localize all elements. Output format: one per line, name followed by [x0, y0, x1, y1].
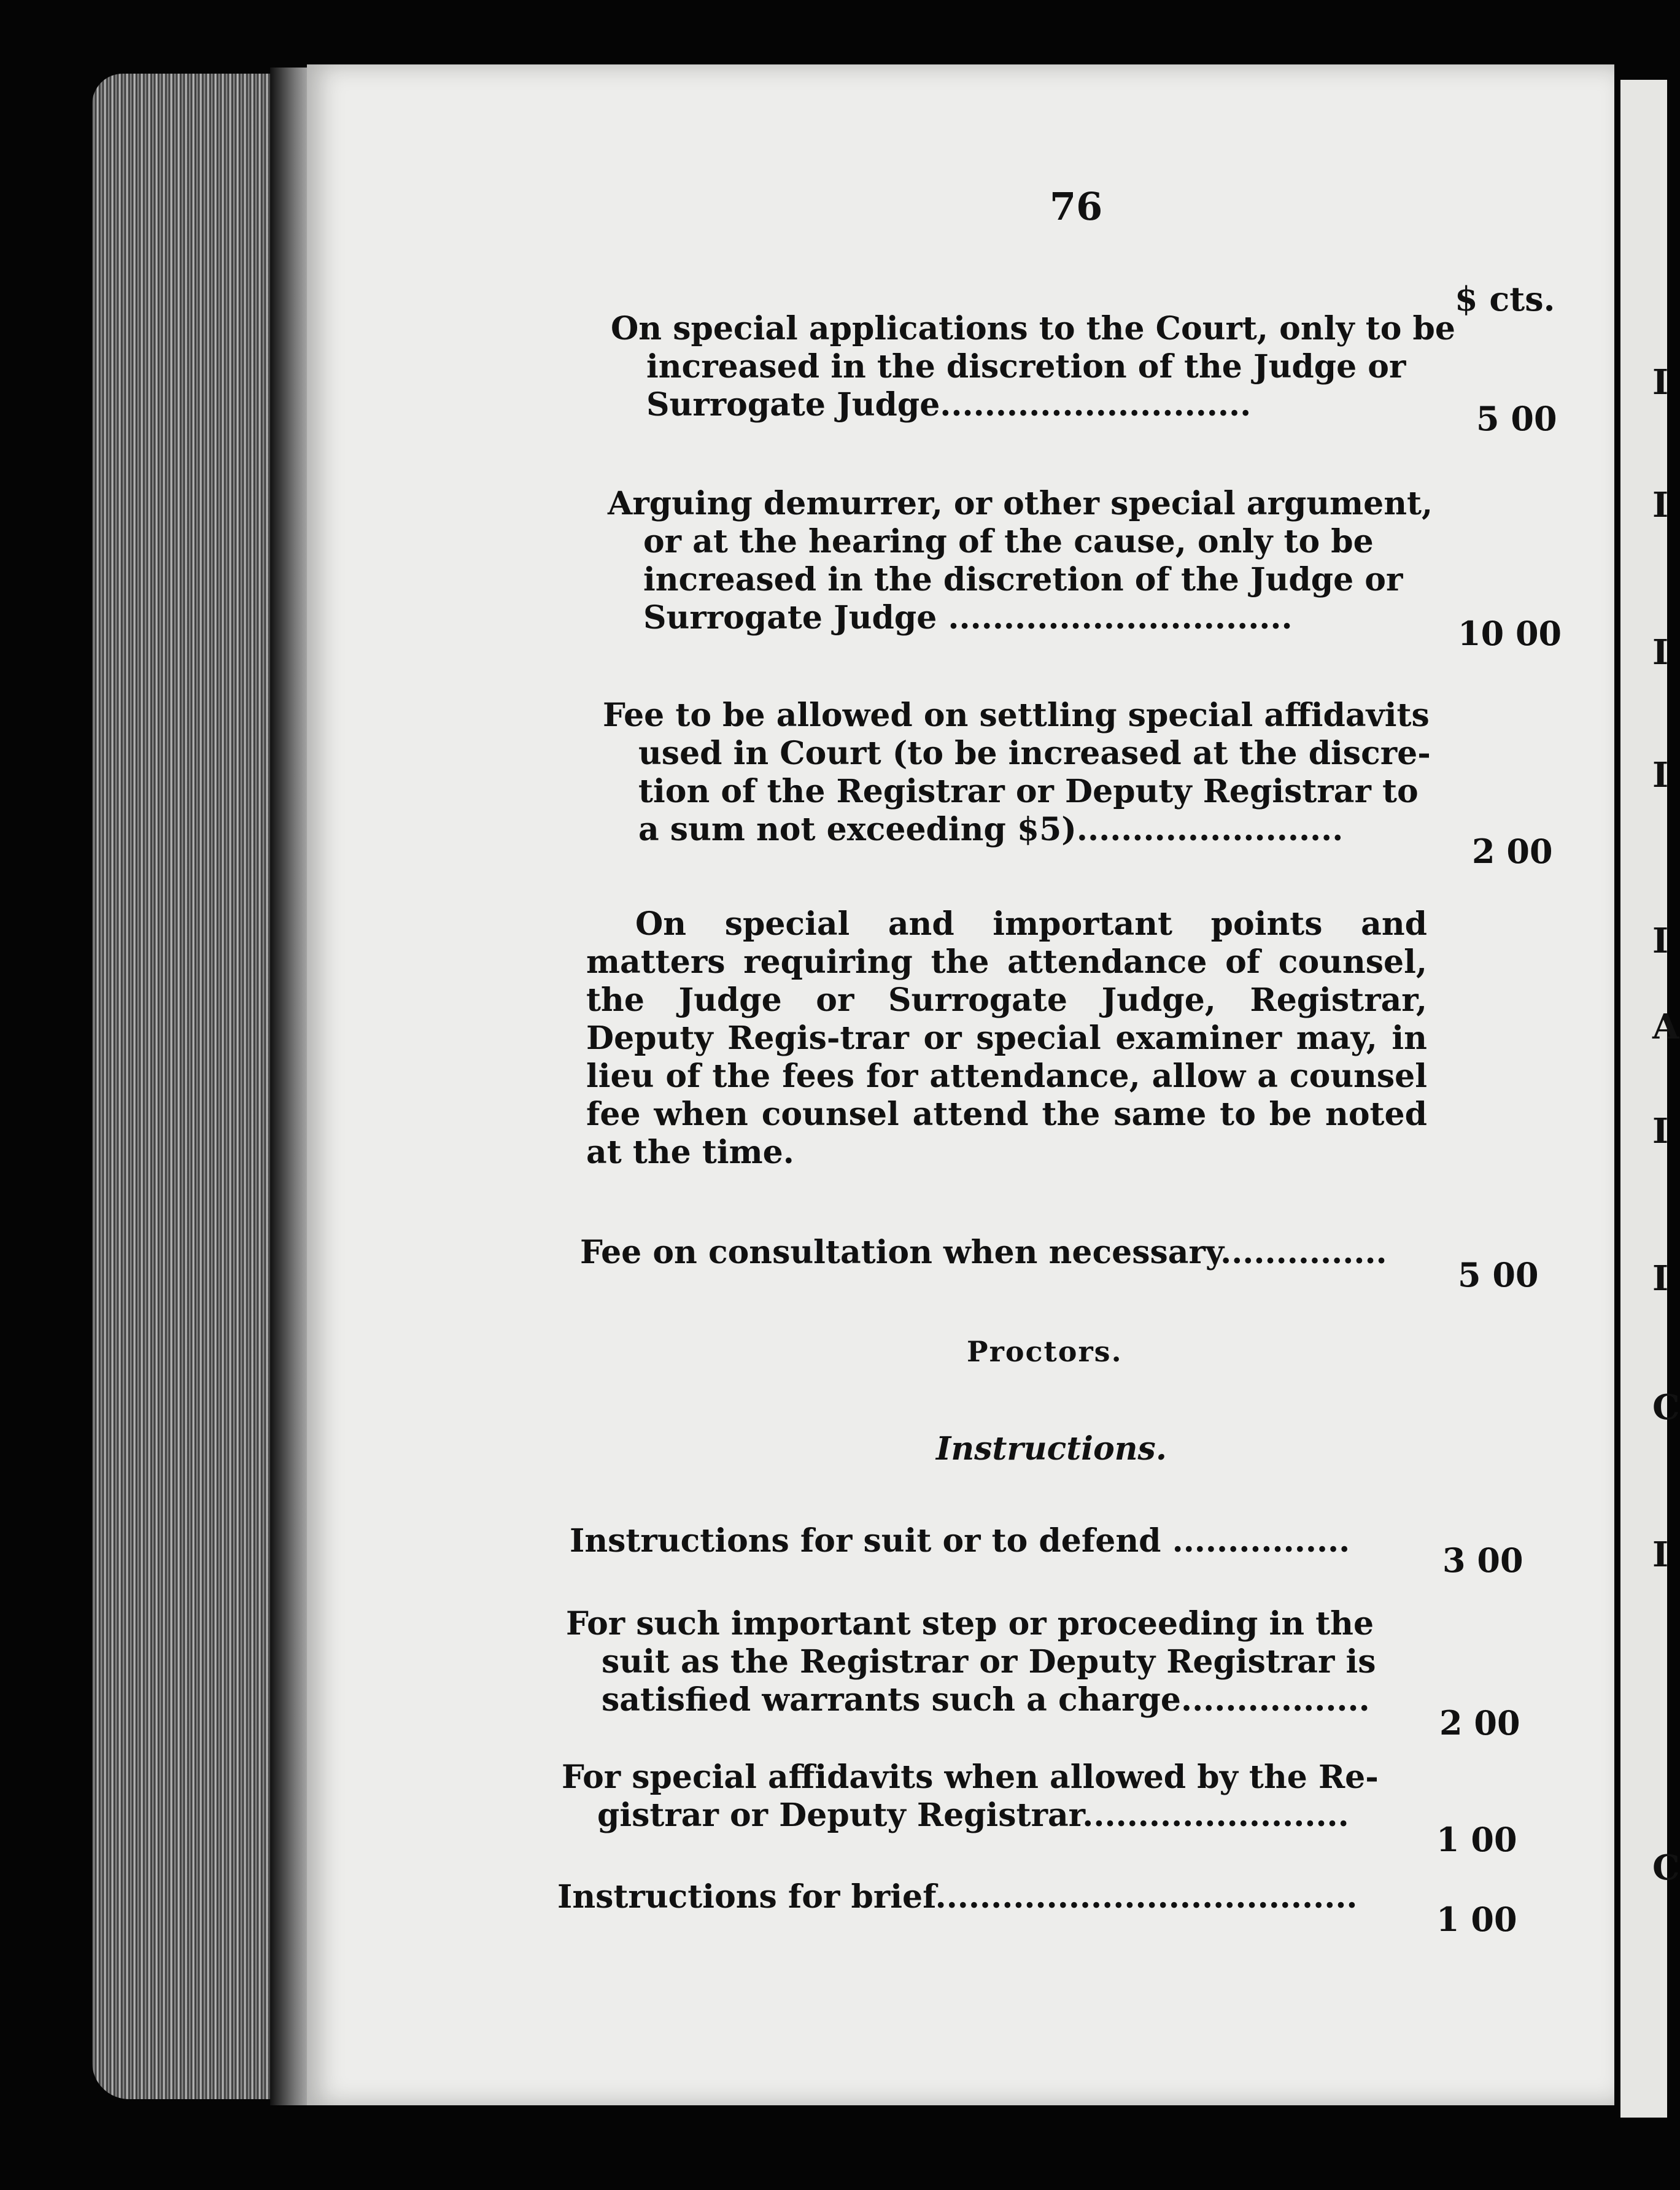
entry-line: On special applications to the Court, only to be	[611, 310, 1455, 347]
entry-line: increased in the discretion of the Judge or	[643, 561, 1403, 598]
facing-page-letter: I	[1652, 921, 1669, 961]
entry-line: used in Court (to be increased at the discre-	[638, 735, 1431, 772]
fee-amount: 1 00	[1436, 1900, 1517, 1939]
fee-amount: 3 00	[1442, 1541, 1523, 1580]
fee-amount: 10 00	[1458, 614, 1562, 653]
fee-amount: 2 00	[1439, 1703, 1520, 1743]
proctor-entry	[566, 1605, 1401, 1719]
counsel-fee-paragraph: On special and important points and matters requiring the attendance of counsel, the Judge or Surrogate Judge, Registrar, Deputy Regis-trar or special examiner may, in lieu of the fees for attendance, allow a counsel fee when counsel attend the same to be noted at the time.	[586, 905, 1427, 1171]
entry-line: Surrogate Judge............................	[646, 386, 1252, 424]
fee-entry	[603, 697, 1438, 849]
fee-amount: 5 00	[1476, 399, 1557, 438]
facing-page-letter: A	[1652, 1007, 1679, 1047]
facing-page-letter: I	[1652, 1534, 1669, 1575]
fee-amount: 5 00	[1458, 1255, 1539, 1294]
fee-entry	[608, 485, 1442, 637]
entry-line: satisfied warrants such a charge.................	[602, 1681, 1370, 1719]
proctor-entry	[557, 1878, 1392, 1916]
facing-page-letter: I	[1652, 755, 1669, 795]
currency-column-header: $ cts.	[1455, 279, 1555, 319]
page-number: 76	[1050, 184, 1103, 229]
entry-line: increased in the discretion of the Judge or	[646, 348, 1406, 385]
entry-line: For special affidavits when allowed by the Re-	[562, 1759, 1379, 1796]
entry-line: Fee to be allowed on settling special affidavits	[603, 697, 1430, 734]
entry-line: For such important step or proceeding in the	[566, 1605, 1374, 1642]
entry-line: Surrogate Judge ...............................	[643, 599, 1293, 636]
entry-line: Instructions for suit or to defend ................	[570, 1522, 1350, 1560]
facing-page-letter: I	[1652, 1111, 1669, 1151]
facing-page-edge	[1620, 80, 1680, 2118]
facing-page-letter: I	[1652, 362, 1669, 403]
entry-line: suit as the Registrar or Deputy Registrar is	[602, 1643, 1376, 1681]
proctor-entry	[570, 1522, 1404, 1560]
facing-page-letter: C	[1652, 1387, 1680, 1428]
fee-amount: 1 00	[1436, 1820, 1517, 1859]
fee-amount: 2 00	[1472, 832, 1553, 871]
facing-page-letter: I	[1652, 1258, 1669, 1299]
entry-line: or at the hearing of the cause, only to be	[643, 523, 1374, 560]
proctor-entry	[562, 1759, 1396, 1835]
facing-page-letter: I	[1652, 485, 1669, 525]
consultation-entry	[580, 1234, 1439, 1272]
sub-heading: Instructions.	[936, 1430, 1167, 1468]
fee-entry	[611, 310, 1455, 424]
facing-page-letter: C	[1652, 1848, 1680, 1888]
entry-line: Instructions for brief......................................	[557, 1878, 1358, 1916]
entry-line: gistrar or Deputy Registrar........................	[597, 1797, 1349, 1834]
facing-page-letter: I	[1652, 632, 1669, 673]
entry-line: tion of the Registrar or Deputy Registrar to	[638, 773, 1419, 810]
entry-line: a sum not exceeding $5)........................	[638, 811, 1344, 848]
section-heading: Proctors.	[967, 1335, 1123, 1368]
entry-line: Arguing demurrer, or other special argument,	[608, 485, 1433, 522]
entry-line: Fee on consultation when necessary...............	[580, 1234, 1387, 1271]
